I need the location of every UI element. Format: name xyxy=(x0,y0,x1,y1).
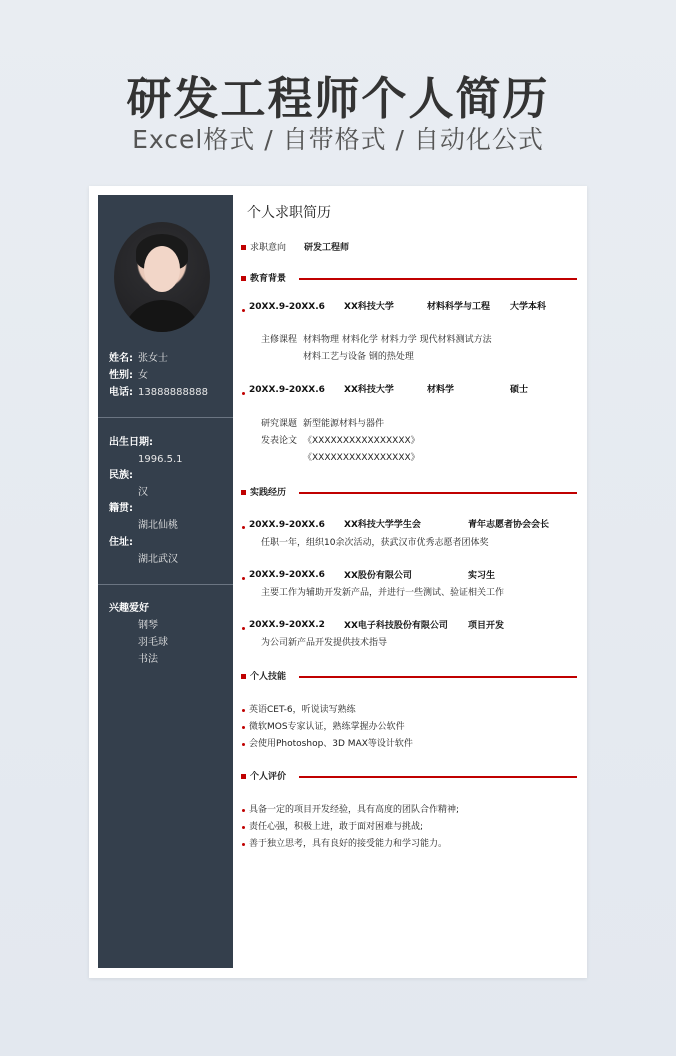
objective-label: 求职意向 xyxy=(250,243,287,253)
section-marker xyxy=(241,774,246,779)
gender-label: 性别: xyxy=(109,370,133,381)
practice-org: XX科技大学学生会 xyxy=(344,520,421,530)
edu-line-label: 主修课程 xyxy=(261,335,298,345)
section-rule xyxy=(299,776,577,778)
bullet xyxy=(242,826,245,829)
edu-major: 材料科学与工程 xyxy=(427,302,491,312)
practice-org: XX电子科技股份有限公司 xyxy=(344,621,448,631)
bullet xyxy=(242,743,245,746)
section-marker xyxy=(241,276,246,281)
hobby-item: 钢琴 xyxy=(138,620,158,631)
section-label: 教育背景 xyxy=(250,274,287,284)
hobbies-label: 兴趣爱好 xyxy=(109,603,149,614)
edu-line-value: 材料工艺与设备 钢的热处理 xyxy=(303,352,414,362)
bullet xyxy=(242,809,245,812)
address-value: 湖北武汉 xyxy=(138,554,178,565)
bullet xyxy=(242,526,245,529)
practice-period: 20XX.9-20XX.2 xyxy=(249,620,325,630)
section-rule xyxy=(299,492,577,494)
practice-org: XX股份有限公司 xyxy=(344,571,412,581)
section-label: 实践经历 xyxy=(250,488,287,498)
section-evaluation xyxy=(241,770,577,784)
edu-line-value: 《XXXXXXXXXXXXXXXX》 xyxy=(303,436,420,446)
section-education xyxy=(241,272,577,286)
page-title: 研发工程师个人简历 xyxy=(126,72,550,125)
section-marker xyxy=(241,245,246,250)
section-marker xyxy=(241,674,246,679)
phone-value: 13888888888 xyxy=(138,387,208,398)
practice-role: 青年志愿者协会会长 xyxy=(468,520,550,530)
evaluation-item: 善于独立思考，具有良好的接受能力和学习能力。 xyxy=(249,839,448,849)
practice-role: 实习生 xyxy=(468,571,496,581)
ethnicity-value: 汉 xyxy=(138,487,148,498)
hobby-item: 羽毛球 xyxy=(138,637,168,648)
section-label: 个人技能 xyxy=(250,672,287,682)
bullet xyxy=(242,709,245,712)
objective-row xyxy=(241,241,577,255)
skill-item: 微软MOS专家认证，熟练掌握办公软件 xyxy=(249,722,405,732)
edu-line-value: 新型能源材料与器件 xyxy=(303,419,385,429)
origin-value: 湖北仙桃 xyxy=(138,520,178,531)
section-label: 个人评价 xyxy=(250,772,287,782)
name-value: 张女士 xyxy=(138,353,168,364)
bullet xyxy=(242,843,245,846)
edu-line-label: 研究课题 xyxy=(261,419,298,429)
sidebar-divider xyxy=(98,417,233,418)
phone-label: 电话: xyxy=(109,387,133,398)
section-skills xyxy=(241,670,577,684)
birth-value: 1996.5.1 xyxy=(138,454,183,465)
birth-label: 出生日期: xyxy=(109,437,153,448)
hobby-item: 书法 xyxy=(138,654,158,665)
practice-period: 20XX.9-20XX.6 xyxy=(249,570,325,580)
main-content xyxy=(236,186,587,978)
sidebar xyxy=(98,195,233,968)
bullet xyxy=(242,627,245,630)
edu-line-value: 《XXXXXXXXXXXXXXXX》 xyxy=(303,453,420,463)
bullet xyxy=(242,309,245,312)
edu-school: XX科技大学 xyxy=(344,302,394,312)
address-label: 住址: xyxy=(109,537,133,548)
objective-value: 研发工程师 xyxy=(304,243,350,253)
practice-period: 20XX.9-20XX.6 xyxy=(249,520,325,530)
edu-degree: 硕士 xyxy=(510,385,529,395)
resume-paper xyxy=(89,186,587,978)
bullet xyxy=(242,577,245,580)
practice-desc: 主要工作为辅助开发新产品，并进行一些测试、验证相关工作 xyxy=(261,588,505,598)
bullet xyxy=(242,726,245,729)
sidebar-divider xyxy=(98,584,233,585)
edu-line-value: 材料物理 材料化学 材料力学 现代材料测试方法 xyxy=(303,335,492,345)
name-label: 姓名: xyxy=(109,353,133,364)
evaluation-item: 具备一定的项目开发经验，具有高度的团队合作精神; xyxy=(249,805,460,815)
edu-line-label: 发表论文 xyxy=(261,436,298,446)
section-practice xyxy=(241,486,577,500)
edu-major: 材料学 xyxy=(427,385,455,395)
edu-period: 20XX.9-20XX.6 xyxy=(249,302,325,312)
practice-desc: 为公司新产品开发提供技术指导 xyxy=(261,638,388,648)
skill-item: 英语CET-6，听说读写熟练 xyxy=(249,705,356,715)
evaluation-item: 责任心强，积极上进，敢于面对困难与挑战; xyxy=(249,822,424,832)
resume-title: 个人求职简历 xyxy=(247,205,331,221)
practice-desc: 任职一年，组织10余次活动，获武汉市优秀志愿者团体奖 xyxy=(261,538,489,548)
section-rule xyxy=(299,278,577,280)
edu-degree: 大学本科 xyxy=(510,302,547,312)
section-marker xyxy=(241,490,246,495)
practice-role: 项目开发 xyxy=(468,621,505,631)
avatar xyxy=(114,222,210,332)
ethnicity-label: 民族: xyxy=(109,470,133,481)
bullet xyxy=(242,392,245,395)
skill-item: 会使用Photoshop、3D MAX等设计软件 xyxy=(249,739,413,749)
origin-label: 籍贯: xyxy=(109,503,133,514)
section-rule xyxy=(299,676,577,678)
edu-school: XX科技大学 xyxy=(344,385,394,395)
edu-period: 20XX.9-20XX.6 xyxy=(249,385,325,395)
gender-value: 女 xyxy=(138,370,148,381)
page-subtitle: Excel格式 / 自带格式 / 自动化公式 xyxy=(132,125,544,154)
